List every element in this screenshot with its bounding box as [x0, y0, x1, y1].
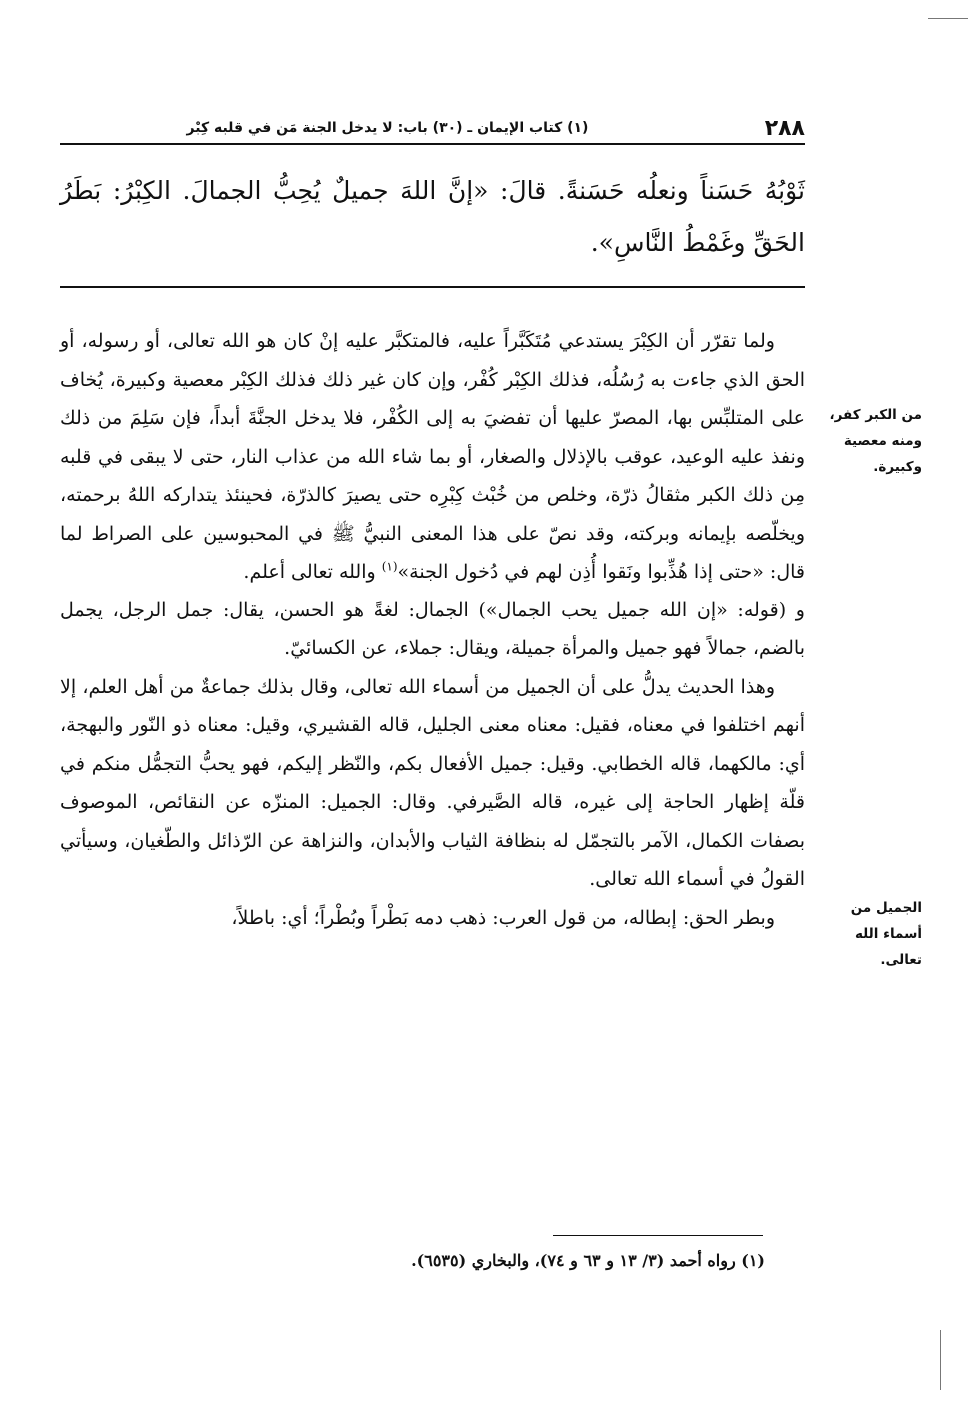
- crop-mark: [928, 18, 968, 19]
- commentary-paragraph: وبطر الحق: إبطاله، من قول العرب: ذهب دمه بَطْراً وبُطْراً؛ أي: باطلاً،: [231, 906, 775, 929]
- footnote-reference: (١): [381, 559, 398, 574]
- paragraph-text: والله تعالى أعلم.: [243, 561, 382, 583]
- commentary-paragraph: وهذا الحديث يدلُّ على أن الجميل من أسماء الله تعالى، وقال بذلك جماعةٌ من أهل العلم، إلا أنهم اختلفوا في معناه، فقيل: معناه معنى الجليل، قاله القشيري، وقيل: معناه ذو النّور والبهجة، أي: مالكهما، قاله الخطابي. وقيل: جميل الأفعال بكم، والنّظر إليكم، فهو يحبُّ التجمُّل منكم في قلّة إظهار الحاجة إلى غيره، قاله الصَّيرفي. وقال: الجميل: المنزّه عن النقائص، الموصوف بصفات الكمال، الآمر بالتجمّل له بنظافة الثياب والأبدان، والنزاهة عن الرّذائل والطّغيان، وسيأتي القولُ في أسماء الله تعالى.: [60, 675, 805, 890]
- header-rule: [60, 143, 805, 145]
- crop-mark: [940, 1330, 941, 1390]
- paragraph-text: ولما تقرّر أن الكِبْرَ يستدعي مُتَكَبَّراً عليه، فالمتكبَّر عليه إنْ كان هو الله تعالى، أو رسوله، أو الحق الذي جاءت به رُسُلُه، فذلك الكِبْر كُفْر، وإن كان غير ذلك فذلك الكِبْر معصية وكبيرة، يُخاف على المتلبِّس بها، المصرّ عليها أن تفضيَ به إلى الكُفْر، فلا يدخل الجنَّةَ أبداً، فإن سَلِمَ من ذلك ونفذ عليه الوعيد، عوقب بالإذلال والصغار، أو بما شاء الله من عذاب النار، حتى لا يبقى في قلبه مِن ذلك الكبر مثقالُ ذرّة، وخلص من خُبْث كِبْرِه حتى يصيرَ كالذرّة، فحينئذ يتداركه اللهُ برحمته، ويخلّصه بإيمانه وبركته، وقد نصّ على هذا المعنى النبيُّ ﷺ في المحبوسين على الصراط لما قال: «حتى إذا هُذِّبوا ونَقوا أُذِن لهم في دُخول الجنة»: [60, 330, 806, 583]
- hadith-text: ثَوْبُهُ حَسَناً ونعلُه حَسَنةً. قالَ: «إنَّ اللهَ جميلٌ يُحِبُّ الجمالَ. الكِبْرُ: بَطَرُ الحَقِّ وغَمْطُ النَّاسِ».: [60, 176, 805, 257]
- commentary: [60, 322, 805, 937]
- margin-note: من الكبر كفر، ومنه معصية وكبيرة.: [829, 407, 922, 475]
- running-head: [60, 118, 805, 140]
- footnote-rule: [553, 1235, 763, 1236]
- margin-note: الجميل من أسماء الله تعالى.: [850, 900, 922, 968]
- footnote: (١) رواه أحمد (٣/ ١٣ و ٦٣ و ٧٤)، والبخاري (٦٥٣٥).: [411, 1251, 765, 1270]
- commentary-paragraph: و (قوله: «إن الله جميل يحب الجمال») الجمال: لغةً هو الحسن، يقال: جمل الرجل، يجمل بالضم، جمالاً فهو جميل والمرأة جميلة، ويقال: جملاء، عن الكسائيّ.: [60, 598, 805, 659]
- commentary-paragraph: [60, 322, 805, 592]
- section-divider: [60, 286, 805, 288]
- running-head-title: (١) كتاب الإيمان ـ (٣٠) باب: لا يدخل الجنة مَن في قلبه كِبْر: [186, 120, 589, 136]
- page-number: ٢٨٨: [764, 116, 805, 141]
